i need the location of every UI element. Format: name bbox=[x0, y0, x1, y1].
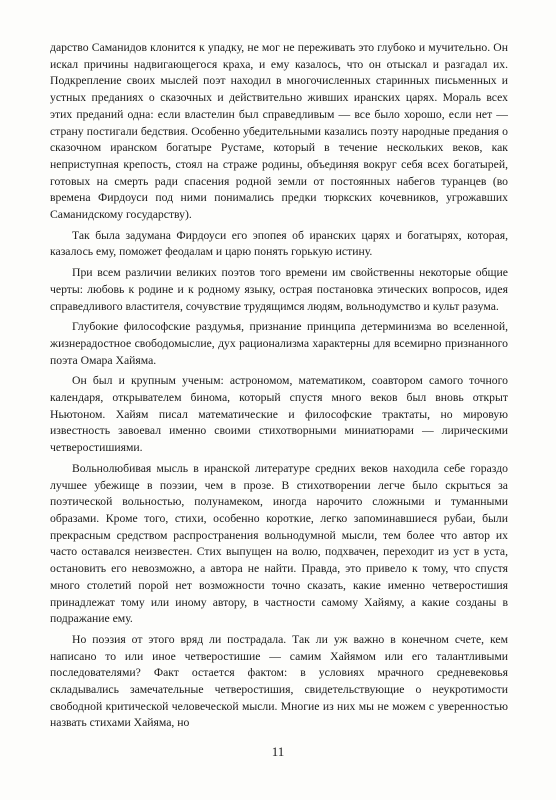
paragraph-4: Глубокие философские раздумья, признание принципа детерминизма во вселенной, жизнерадостное свободомыслие, дух рационализма характерны для всемирно признанного поэта Омара Хайяма. bbox=[50, 320, 508, 367]
paragraph-1: дарство Саманидов клонится к упадку, не мог не переживать это глубоко и мучительно. Он искал причины надвигающегося краха, и ему казалось, что он отыскал и разгадал их. Подкрепление своих мыслей поэт находил в многочисленных старинных письменных и устных преданиях о сказочных и действительно живших иранских царях. Мораль всех этих преданий одна: если властелин был справедливым — все было хорошо, если нет — страну постигали бедствия. Особенно убедительными казались поэту народные предания о сказочном иранском богатыре Рустаме, который в течение нескольких веков, как неприступная крепость, стоял на страже родины, объединяя вокруг себя всех богатырей, готовых на смерть ради спасения родной земли от постоянных набегов туранцев (во времена Фирдоуси под ними понимались предки тюркских кочевников, угрожавших Саманидскому государству). bbox=[50, 41, 508, 222]
paragraph-6: Вольнолюбивая мысль в иранской литературе средних веков находила себе гораздо лучшее убежище в поэзии, чем в прозе. В стихотворении легче было скрыться за поэтической вольностью, полунамеком, иногда нарочито сложными и туманными образами. Кроме того, стихи, особенно короткие, легко запоминавшиеся рубаи, были прекрасным средством распространения вольнодумной мысли, тем более что автор их часто оставался неизвестен. Стих выпущен на волю, подхвачен, переходит из уст в уста, остановить его невозможно, а автора не найти. Правда, это привело к тому, что спустя много столетий порой нет возможности точно сказать, какие именно четверостишия принадлежат тому или иному автору, в частности самому Хайяму, а какие созданы в подражание ему. bbox=[50, 461, 508, 626]
page-number: 11 bbox=[271, 744, 285, 759]
paragraph-2: Так была задумана Фирдоуси его эпопея об иранских царях и богатырях, которая, казалось ему, поможет феодалам и царю понять горькую истину. bbox=[50, 228, 508, 259]
body-text bbox=[50, 40, 508, 736]
paragraph-5: Он был и крупным ученым: астрономом, математиком, соавтором самого точного календаря, открывателем бинома, который спустя много веков был вновь открыт Ньютоном. Хайям писал математические и философские трактаты, но мировую известность завоевал именно своими стихотворными миниатюрами — лирическими четверостишиями. bbox=[50, 374, 508, 455]
paragraph-7: Но поэзия от этого вряд ли пострадала. Так ли уж важно в конечном счете, кем написано то или иное четверостишие — самим Хайямом или его талантливыми последователями? Факт остается фактом: в условиях мрачного средневековья складывались замечательные четверостишия, свидетельствующие о неукротимости свободной критической человеческой мысли. Многие из них мы не можем с уверенностью назвать стихами Хайяма, но bbox=[50, 632, 508, 730]
paragraph-3: При всем различии великих поэтов того времени им свойственны некоторые общие черты: любовь к родине и к родному языку, острая постановка этических вопросов, идея справедливого властителя, сочувствие трудящимся людям, вольнодумство и культ разума. bbox=[50, 266, 508, 313]
